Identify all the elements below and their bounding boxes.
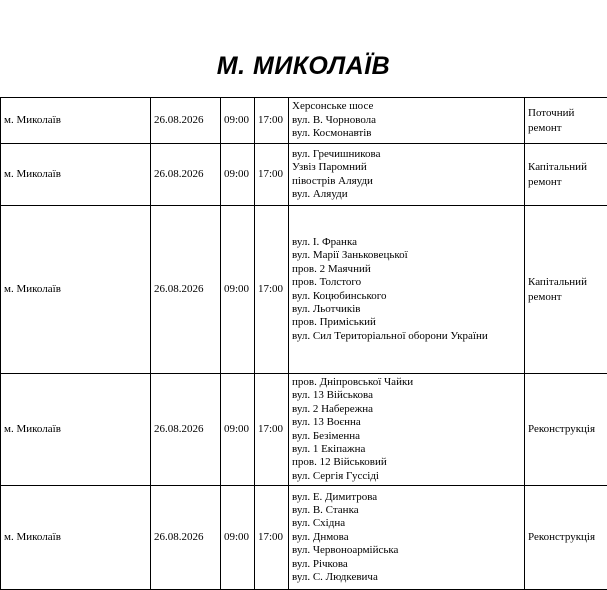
streets-cell [289,144,525,206]
street-item: вул. Коцюбинського [292,290,521,303]
street-item: вул. Льотчиків [292,303,521,316]
street-item: вул. С. Людкевича [292,571,521,584]
date-cell: 26.08.2026 [151,98,221,144]
street-item: пров. 2 Маячний [292,263,521,276]
outage-schedule-table [0,97,607,590]
street-item: півострів Аляуди [292,175,521,188]
street-item: пров. Приміський [292,316,521,329]
street-item: вул. В. Станка [292,504,521,517]
table-row [1,206,607,374]
end-time-cell: 17:00 [255,486,289,590]
street-item: вул. 1 Екіпажна [292,443,521,456]
start-time-cell: 09:00 [221,144,255,206]
street-item: вул. Днмова [292,531,521,544]
street-item: пров. 12 Військовий [292,456,521,469]
date-cell: 26.08.2026 [151,486,221,590]
street-item: вул. Марії Заньковецької [292,249,521,262]
street-item: вул. Е. Димитрова [292,491,521,504]
city-cell: м. Миколаїв [1,206,151,374]
end-time-cell: 17:00 [255,98,289,144]
street-item: Херсонське шосе [292,100,521,113]
table-row [1,374,607,486]
street-item: вул. Космонавтів [292,127,521,140]
start-time-cell: 09:00 [221,486,255,590]
street-item: вул. Східна [292,517,521,530]
end-time-cell: 17:00 [255,374,289,486]
street-item: вул. Сил Територіальної оборони України [292,330,521,343]
table-row [1,144,607,206]
date-cell: 26.08.2026 [151,206,221,374]
street-item: вул. Червоноармійська [292,544,521,557]
end-time-cell: 17:00 [255,206,289,374]
street-item: вул. 13 Військова [292,389,521,402]
street-item: вул. 2 Набережна [292,403,521,416]
streets-cell [289,374,525,486]
work-type-cell: Реконструкція [525,374,607,486]
street-item: Узвіз Паромний [292,161,521,174]
street-item: вул. В. Чорновола [292,114,521,127]
work-type-cell: Капітальний ремонт [525,144,607,206]
streets-cell [289,206,525,374]
street-item: вул. Безіменна [292,430,521,443]
city-cell: м. Миколаїв [1,98,151,144]
street-item: вул. Сергія Гуссіді [292,470,521,483]
street-item: вул. Гречишникова [292,148,521,161]
start-time-cell: 09:00 [221,374,255,486]
table-row [1,486,607,590]
streets-cell [289,98,525,144]
city-cell: м. Миколаїв [1,486,151,590]
date-cell: 26.08.2026 [151,374,221,486]
work-type-cell: Реконструкція [525,486,607,590]
work-type-cell: Капітальний ремонт [525,206,607,374]
street-item: пров. Толстого [292,276,521,289]
street-item: пров. Дніпровської Чайки [292,376,521,389]
work-type-cell: Поточний ремонт [525,98,607,144]
date-cell: 26.08.2026 [151,144,221,206]
street-item: вул. 13 Воєнна [292,416,521,429]
end-time-cell: 17:00 [255,144,289,206]
city-cell: м. Миколаїв [1,144,151,206]
start-time-cell: 09:00 [221,206,255,374]
start-time-cell: 09:00 [221,98,255,144]
street-item: вул. І. Франка [292,236,521,249]
street-item: вул. Річкова [292,558,521,571]
streets-cell [289,486,525,590]
city-cell: м. Миколаїв [1,374,151,486]
street-item: вул. Аляуди [292,188,521,201]
page-title: М. МИКОЛАЇВ [0,52,607,81]
table-row [1,98,607,144]
